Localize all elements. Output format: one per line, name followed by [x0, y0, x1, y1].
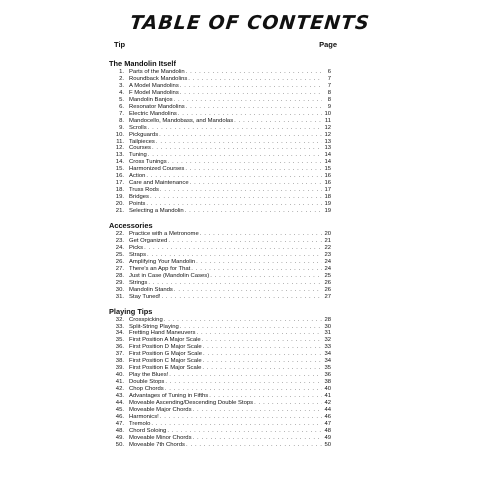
dot-leader [144, 245, 322, 252]
entry-page-number: 48 [324, 427, 331, 434]
dot-leader [160, 187, 322, 194]
toc-entry[interactable] [109, 104, 331, 111]
entry-title: A Model Mandolins [129, 82, 179, 89]
entry-page-number: 36 [324, 372, 331, 379]
entry-title: Moveable Major Chords [129, 406, 192, 413]
dot-leader [165, 379, 322, 386]
entry-number: 38. [115, 358, 124, 365]
toc-section [109, 307, 331, 449]
toc-entry[interactable] [109, 287, 331, 294]
entry-number: 36. [115, 344, 124, 351]
entry-title: First Position A Major Scale [129, 337, 201, 344]
toc-entry[interactable] [109, 238, 331, 245]
entry-title: Moveable Minor Chords [129, 434, 192, 441]
entry-page-number: 14 [324, 159, 331, 166]
section-title: The Mandolin Itself [109, 59, 176, 68]
entry-page-number: 6 [327, 69, 331, 75]
toc-entry[interactable] [109, 435, 331, 442]
entry-title: Straps [129, 251, 147, 258]
entry-number: 46. [115, 413, 124, 420]
entry-title: First Position D Major Scale [129, 344, 202, 351]
tip-column-header: Tip [114, 40, 126, 49]
entry-title: Chop Chords [129, 386, 164, 393]
dot-leader [168, 238, 322, 245]
entry-number: 19. [115, 194, 124, 201]
dot-leader [167, 428, 322, 435]
entry-title: Practice with a Metronome [129, 231, 199, 238]
entry-title: Tailpieces [129, 138, 155, 145]
entry-title: Pickguards [129, 131, 159, 138]
entry-number: 16. [115, 173, 124, 180]
entry-number: 5. [119, 96, 124, 103]
dot-leader [147, 252, 322, 259]
entry-title: Advantages of Tuning in Fifths [129, 393, 209, 400]
entry-title: Fretting Hand Maneuvers [129, 330, 196, 337]
entry-number: 1. [119, 69, 124, 75]
entry-title: Mandolin Banjos [129, 96, 173, 103]
dot-leader [185, 208, 322, 215]
toc-entry[interactable] [109, 69, 331, 76]
entry-number: 15. [115, 166, 124, 173]
entry-page-number: 50 [324, 441, 331, 448]
entry-title: Harmonics! [129, 413, 159, 420]
toc-entry[interactable] [109, 330, 331, 337]
entry-page-number: 28 [324, 316, 331, 323]
toc-entry[interactable] [109, 407, 331, 414]
entry-page-number: 11 [324, 117, 331, 124]
table-of-contents [109, 56, 331, 449]
toc-entry[interactable] [109, 358, 331, 365]
entry-number: 3. [119, 82, 124, 89]
entry-page-number: 49 [324, 434, 331, 441]
dot-leader [152, 145, 322, 152]
dot-leader [146, 173, 322, 180]
dot-leader [159, 132, 322, 139]
entry-number: 30. [115, 286, 124, 293]
dot-leader [186, 69, 322, 76]
entry-number: 40. [115, 372, 124, 379]
entry-title: First Position E Major Scale [129, 365, 202, 372]
entry-page-number: 24 [324, 258, 331, 265]
toc-entry[interactable] [109, 386, 331, 393]
entry-title: Cross Tunings [129, 159, 167, 166]
entry-number: 11. [116, 138, 124, 145]
entry-number: 24. [115, 244, 124, 251]
toc-entry[interactable] [109, 372, 331, 379]
entry-number: 43. [115, 393, 124, 400]
dot-leader [150, 194, 322, 201]
entry-title: Tremolo [129, 420, 151, 427]
entry-title: Points [129, 201, 146, 208]
toc-entry[interactable] [109, 208, 331, 215]
toc-entry[interactable] [109, 187, 331, 194]
entry-page-number: 7 [327, 75, 331, 82]
entry-title: Picks [129, 244, 144, 251]
toc-entry[interactable] [109, 231, 331, 238]
toc-entry[interactable] [109, 139, 331, 146]
entry-page-number: 22 [324, 244, 331, 251]
entry-number: 10. [115, 131, 124, 138]
toc-entry[interactable] [109, 365, 331, 372]
dot-leader [146, 201, 322, 208]
dot-leader [148, 280, 322, 287]
entry-page-number: 35 [324, 365, 331, 372]
dot-leader [174, 287, 322, 294]
toc-entry[interactable] [109, 351, 331, 358]
entry-page-number: 34 [324, 351, 331, 358]
toc-section [109, 221, 331, 301]
dot-leader [169, 372, 322, 379]
entry-number: 20. [115, 201, 124, 208]
toc-entry[interactable] [109, 393, 331, 400]
toc-entry[interactable] [109, 400, 331, 407]
entry-title: Tuning [129, 152, 147, 159]
entry-number: 32. [115, 316, 124, 323]
entry-title: Care and Maintenance [129, 180, 189, 187]
dot-leader [210, 273, 322, 280]
toc-entry[interactable] [109, 317, 331, 324]
entry-page-number: 12 [324, 124, 331, 131]
entry-number: 31. [115, 293, 124, 300]
entry-number: 2. [119, 75, 124, 82]
entry-page-number: 24 [324, 265, 331, 272]
toc-entry[interactable] [109, 280, 331, 287]
entry-title: Mandocello, Mandobass, and Mandolas [129, 117, 234, 124]
entry-page-number: 21 [324, 237, 331, 244]
toc-entry[interactable] [109, 414, 331, 421]
entry-page-number: 26 [324, 286, 331, 293]
entry-number: 42. [115, 386, 124, 393]
dot-leader [180, 83, 322, 90]
entry-number: 28. [115, 272, 124, 279]
entry-page-number: 27 [324, 293, 331, 300]
dot-leader [254, 400, 322, 407]
entry-page-number: 10 [324, 110, 331, 117]
entry-page-number: 14 [324, 152, 331, 159]
toc-entry[interactable] [109, 428, 331, 435]
dot-leader [193, 407, 322, 414]
entry-number: 17. [115, 180, 124, 187]
entry-page-number: 15 [324, 166, 331, 173]
dot-leader [185, 166, 322, 173]
entry-page-number: 34 [324, 358, 331, 365]
entry-number: 12. [115, 145, 124, 152]
dot-leader [148, 125, 322, 132]
page-title: TABLE OF CONTENTS [129, 12, 371, 34]
section-title: Accessories [109, 221, 153, 231]
entry-number: 44. [115, 399, 124, 406]
entry-page-number: 47 [324, 420, 331, 427]
entry-number: 9. [119, 124, 124, 131]
entry-title: Just in Case (Mandolin Cases) [129, 272, 210, 279]
toc-entry[interactable] [109, 337, 331, 344]
dot-leader [190, 180, 322, 187]
entry-title: First Position C Major Scale [129, 358, 202, 365]
entry-title: Moveable Ascending/Descending Double Stops [129, 399, 254, 406]
entry-page-number: 9 [327, 103, 331, 110]
dot-leader [178, 111, 322, 118]
entry-number: 4. [119, 89, 124, 96]
toc-entry[interactable] [109, 97, 331, 104]
dot-leader [209, 393, 322, 400]
entry-page-number: 30 [324, 323, 331, 330]
entry-number: 37. [115, 351, 124, 358]
dot-leader [196, 330, 322, 337]
entry-number: 22. [115, 231, 124, 238]
entry-title: Chord Soloing [129, 427, 167, 434]
toc-entry[interactable] [109, 76, 331, 83]
entry-number: 25. [115, 251, 124, 258]
dot-leader [168, 159, 322, 166]
dot-leader [151, 421, 322, 428]
toc-entry[interactable] [109, 125, 331, 132]
dot-leader [200, 231, 322, 238]
entry-number: 41. [115, 379, 124, 386]
entry-title: Play the Blues! [129, 372, 169, 379]
entry-page-number: 17 [324, 187, 331, 194]
dot-leader [203, 351, 322, 358]
dot-leader [193, 435, 322, 442]
entry-number: 26. [115, 258, 124, 265]
entry-title: Bridges [129, 194, 149, 201]
entry-title: Truss Rods [129, 187, 159, 194]
entry-number: 39. [115, 365, 124, 372]
dot-leader [186, 104, 322, 111]
entry-page-number: 20 [324, 231, 331, 238]
entry-number: 18. [115, 187, 124, 194]
entry-page-number: 42 [324, 399, 331, 406]
toc-entry[interactable] [109, 294, 331, 301]
dot-leader [186, 442, 322, 449]
toc-entry[interactable] [109, 111, 331, 118]
toc-entry[interactable] [109, 442, 331, 449]
toc-entry[interactable] [109, 252, 331, 259]
toc-entry[interactable] [109, 201, 331, 208]
entry-page-number: 16 [324, 180, 331, 187]
dot-leader [202, 365, 322, 372]
entry-title: Stay Tuned! [129, 293, 161, 300]
toc-entry[interactable] [109, 344, 331, 351]
entry-page-number: 16 [324, 173, 331, 180]
toc-entry[interactable] [109, 152, 331, 159]
entry-page-number: 13 [324, 145, 331, 152]
entry-title: Moveable 7th Chords [129, 441, 185, 448]
entry-title: Split-String Playing [129, 323, 179, 330]
dot-leader [180, 90, 322, 97]
entry-number: 48. [115, 427, 124, 434]
entry-page-number: 8 [327, 89, 331, 96]
entry-page-number: 44 [324, 406, 331, 413]
entry-title: Crosspicking [129, 316, 163, 323]
dot-leader [234, 118, 322, 125]
entry-number: 8. [119, 117, 124, 124]
toc-entry[interactable] [109, 132, 331, 139]
dot-leader [203, 358, 322, 365]
entry-title: Parts of the Mandolin [129, 69, 185, 75]
entry-title: Harmonized Courses [129, 166, 185, 173]
entry-title: Strings [129, 279, 148, 286]
entry-title: Mandolin Stands [129, 286, 173, 293]
dot-leader [196, 259, 322, 266]
dot-leader [188, 76, 322, 83]
dot-leader [148, 152, 322, 159]
entry-page-number: 12 [324, 131, 331, 138]
entry-page-number: 26 [324, 279, 331, 286]
entry-page-number: 40 [324, 386, 331, 393]
entry-page-number: 19 [324, 201, 331, 208]
entry-number: 14. [115, 159, 124, 166]
entry-title: Courses [129, 145, 151, 152]
dot-leader [203, 344, 322, 351]
entry-page-number: 33 [324, 344, 331, 351]
entry-title: F Model Mandolins [129, 89, 179, 96]
entry-number: 34. [115, 330, 124, 337]
entry-title: Scrolls [129, 124, 147, 131]
dot-leader [180, 324, 322, 331]
entry-number: 35. [115, 337, 124, 344]
entry-number: 33. [115, 323, 124, 330]
toc-entry[interactable] [109, 83, 331, 90]
entry-title: Get Organized [129, 237, 168, 244]
entry-number: 45. [115, 406, 124, 413]
entry-page-number: 19 [324, 208, 331, 215]
entry-page-number: 18 [324, 194, 331, 201]
entry-page-number: 25 [324, 272, 331, 279]
dot-leader [191, 266, 322, 273]
toc-entry[interactable] [109, 145, 331, 152]
dot-leader [164, 317, 322, 324]
dot-leader [156, 139, 322, 146]
dot-leader [161, 294, 322, 301]
toc-entry[interactable] [109, 194, 331, 201]
entry-page-number: 23 [324, 251, 331, 258]
entry-title: First Position G Major Scale [129, 351, 203, 358]
toc-entry[interactable] [109, 245, 331, 252]
entry-title: Selecting a Mandolin [129, 208, 184, 215]
toc-entry[interactable] [109, 273, 331, 280]
entry-number: 23. [115, 237, 124, 244]
entry-title: Amplifying Your Mandolin [129, 258, 196, 265]
entry-page-number: 8 [327, 96, 331, 103]
section-title: Playing Tips [109, 306, 153, 316]
toc-entry[interactable] [109, 259, 331, 266]
entry-number: 29. [115, 279, 124, 286]
toc-entry[interactable] [109, 324, 331, 331]
entry-page-number: 46 [324, 413, 331, 420]
toc-entry[interactable] [109, 173, 331, 180]
entry-number: 50. [115, 441, 124, 448]
entry-page-number: 13 [324, 138, 331, 145]
toc-entry[interactable] [109, 118, 331, 125]
entry-title: Action [129, 173, 146, 180]
entry-number: 7. [119, 110, 124, 117]
entry-page-number: 41 [324, 393, 331, 400]
entry-title: Roundback Mandolins [129, 75, 188, 82]
toc-entry[interactable] [109, 159, 331, 166]
dot-leader [202, 337, 322, 344]
entry-page-number: 38 [324, 379, 331, 386]
entry-page-number: 7 [327, 82, 331, 89]
entry-number: 13. [115, 152, 124, 159]
entry-number: 27. [115, 265, 124, 272]
dot-leader [174, 97, 322, 104]
dot-leader [160, 414, 322, 421]
toc-entry[interactable] [109, 421, 331, 428]
entry-number: 6. [119, 103, 124, 110]
toc-entry[interactable] [109, 166, 331, 173]
entry-title: Double Stops [129, 379, 165, 386]
entry-number: 21. [115, 208, 124, 215]
entry-number: 49. [115, 434, 124, 441]
toc-entry[interactable] [109, 90, 331, 97]
toc-entry[interactable] [109, 266, 331, 273]
toc-entry[interactable] [109, 180, 331, 187]
toc-section [109, 59, 331, 215]
entry-title: There's an App for That [129, 265, 191, 272]
page-column-header: Page [319, 40, 337, 49]
entry-page-number: 32 [324, 337, 331, 344]
entry-page-number: 31 [324, 330, 331, 337]
dot-leader [165, 386, 322, 393]
entry-title: Electric Mandolins [129, 110, 177, 117]
toc-entry[interactable] [109, 379, 331, 386]
entry-title: Resonator Mandolins [129, 103, 185, 110]
entry-number: 47. [115, 420, 124, 427]
